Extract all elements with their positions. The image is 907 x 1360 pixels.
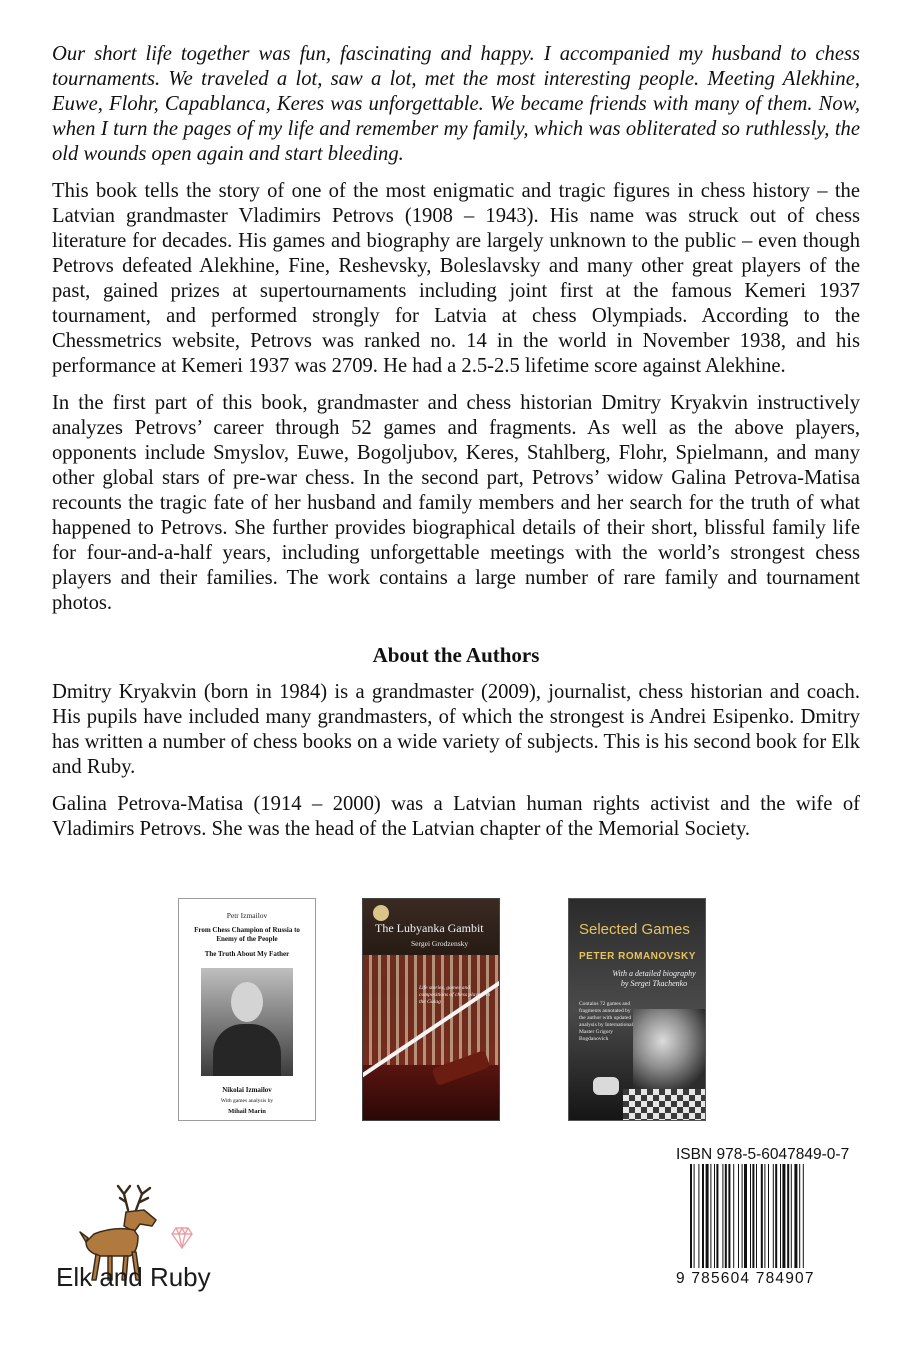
back-cover-text: [52, 42, 860, 854]
chessboard-image: [623, 1089, 706, 1121]
book-cover-romanovsky: [568, 898, 706, 1121]
related-books: [0, 898, 907, 1123]
book-title: The Lubyanka Gambit: [375, 921, 484, 935]
book-blurb: Contains 72 games and fragments annotated by the author with updated analysis by International Master Grigory Bogdanovich: [579, 1001, 634, 1042]
building-image: [363, 955, 500, 1065]
book-analysis-line: With games analysis by: [220, 1098, 274, 1104]
book-analyst: Mihail Marin: [228, 1108, 266, 1115]
book-author: Sergei Grodzensky: [411, 939, 469, 948]
author-portrait-image: [201, 968, 293, 1076]
moon-icon: [373, 905, 389, 921]
book-title: Selected Games: [579, 921, 690, 938]
book-cover-lubyanka-gambit: [362, 898, 500, 1121]
book-description-paragraph-1: This book tells the story of one of the most enigmatic and tragic figures in chess history – the Latvian grandmaster Vladimirs Petrovs (1908 – 1943). His name was struck out of chess literature for decades. His games and biography are largely unknown to the public – even though Petrovs defeated Alekhine, Fine, Reshevsky, Boleslavsky and many other great players of the past, gained prizes at supertournaments including joint first at the famous Kemeri 1937 tournament, and performed strongly for Latvia at chess Olympiads. According to the Chessmetrics website, Petrovs was ranked no. 14 in the world in November 1938, and his performance at Kemeri 1937 was 2709. He had a 2.5-2.5 lifetime score against Alekhine.: [52, 180, 860, 377]
book-subtitle: With a detailed biography by Sergei Tkachenko: [612, 969, 696, 988]
player-photo: [633, 1009, 706, 1089]
widow-quote: Our short life together was fun, fascinating and happy. I accompanied my husband to chess tournaments. We traveled a lot, saw a lot, met the most interesting people. Meeting Alekhine, Euwe, Flohr, Capablanca, Keres was unforgettable. We became friends with many of them. Now, when I turn the pages of my life and remember my family, which was obliterated so ruthlessly, the old wounds open again and start bleeding.: [52, 43, 860, 165]
publisher-name: Elk and Ruby: [56, 1262, 211, 1292]
chess-clock-icon: [593, 1077, 619, 1095]
about-authors-heading: About the Authors: [372, 643, 540, 667]
book-title: From Chess Champion of Russia to Enemy of the People: [194, 926, 300, 943]
barcode-image: [688, 1164, 838, 1268]
book-cover-izmailov: [178, 898, 316, 1121]
book-subject: PETER ROMANOVSKY: [579, 951, 696, 962]
book-author: Petr Izmailov: [226, 911, 268, 920]
book-subtitle: The Truth About My Father: [204, 950, 290, 958]
author-bio-kryakvin: Dmitry Kryakvin (born in 1984) is a grandmaster (2009), journalist, chess historian and coach. His pupils have included many grandmasters, of which the strongest is Andrei Esipenko. Dmitry has written a number of chess books on a wide variety of subjects. This is his second book for Elk and Ruby.: [52, 681, 860, 778]
author-bio-petrova-matisa: Galina Petrova-Matisa (1914 – 2000) was a Latvian human rights activist and the wife of Vladimirs Petrovs. She was the head of the Latvian chapter of the Memorial Society.: [52, 793, 860, 840]
isbn-label: ISBN 978-5-6047849-0-7: [676, 1146, 850, 1163]
book-blurb: Life stories, games and compositions of chess players in the Gulag: [419, 985, 491, 1005]
book-bottom-author: Nikolai Izmailov: [222, 1086, 272, 1094]
book-description-paragraph-2: In the first part of this book, grandmaster and chess historian Dmitry Kryakvin instructively analyzes Petrovs’ career through 52 games and fragments. As well as the above players, opponents include Smyslov, Euwe, Bogoljubov, Keres, Stahlberg, Flohr, Spielmann, and many other global stars of pre-war chess. In the second part, Petrovs’ widow Galina Petrova-Matisa recounts the tragic fate of her husband and family members and her search for the truth of what happened to Petrovs. She further provides biographical details of their short, blissful family life for four-and-a-half years, including unforgettable meetings with the world’s strongest chess players and their families. The work contains a large number of rare family and tournament photos.: [52, 392, 860, 614]
barcode-digits: 9 785604 784907: [676, 1270, 815, 1287]
